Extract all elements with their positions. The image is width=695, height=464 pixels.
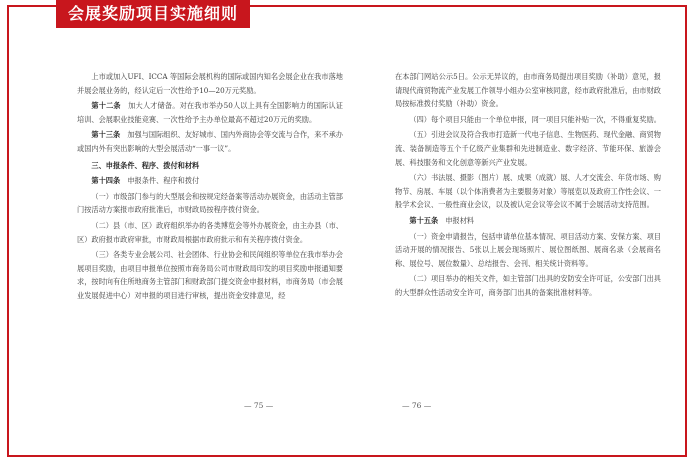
paragraph-text: 申报材料: [445, 215, 475, 225]
body-paragraph: [395, 128, 661, 169]
body-paragraph: [395, 113, 661, 127]
paragraph-text: （三）各类专业会展公司、社会团体、行业协会和民间组织等单位在我市举办会展项目奖励，由项目申报单位按照市商务局公司市财政局印发的项目奖励申报通知要求，按时向有住所地商务主管部门和财政部门提交资金申报材料，市商务局（市会展业发展促进中心）对申报的项目进行审核，提出资金安排意见，经: [77, 250, 343, 300]
body-paragraph: [395, 214, 661, 228]
paragraph-text: （一）资金申请报告，包括申请单位基本情况、项目活动方案、安保方案、项目活动开展的情况报告、5张以上展会现场照片、展位图纸图、展商名录（会展商名称、展位号、展位数量）、总结报告、会刊、相关统计资料等。: [395, 231, 661, 268]
paragraph-text: 加大人才储备。对在我市举办50人以上具有全国影响力的国际认证培训、会展职业技能竞赛、一次性给予主办单位最高不超过20万元的奖励。: [77, 101, 343, 124]
article-number: 第十二条: [91, 101, 121, 111]
article-number: 第十四条: [91, 176, 121, 186]
body-paragraph: [77, 70, 343, 97]
body-paragraph: [77, 248, 343, 302]
body-paragraph: [77, 99, 343, 126]
article-number: 第十五条: [409, 215, 439, 225]
body-paragraph: [395, 230, 661, 271]
body-paragraph: [77, 128, 343, 155]
body-paragraph: [395, 70, 661, 111]
section-heading: 三、申报条件、程序、拨付和材料: [91, 160, 200, 170]
banner-title: 会展奖励项目实施细则: [67, 4, 238, 23]
left-page-number: — 75 —: [244, 401, 274, 410]
paragraph-text: 加强与国际组织、友好城市、国内外商协会等交流与合作，来不承办或国内外有突出影响的大型会展活动“一事一议”。: [77, 130, 343, 153]
paragraph-text: 在本部门网站公示5日。公示无异议的，由市商务局提出项目奖励（补助）意见，报请现代商贸物流产业发展工作领导小组办公室审核同意，经市政府批准后，由市财政局按标准拨付奖励（补助）资金。: [395, 72, 661, 109]
body-paragraph: [77, 219, 343, 246]
paragraph-text: （二）县（市、区）政府组织举办的各类博览会等外办展资金，由主办县（市、区）政府报市政府审批，市财政局根据市政府批示和有关程序拨付资金。: [77, 220, 343, 244]
paragraph-text: 申报条件、程序和拨付: [127, 176, 200, 186]
body-paragraph: [395, 272, 661, 299]
body-paragraph: [395, 171, 661, 212]
paragraph-text: （四）每个项目只能由一个单位申报，同一项目只能补贴一次，不得重复奖励。: [409, 114, 661, 124]
paragraph-text: （五）引进会议及符合我市打造新一代电子信息、生物医药、现代金融、商贸物流、装备制造等五个千亿级产业集群和先进制造业、数字经济、节能环保、旅游会展、科技服务和文化创意等新兴产业发展。: [395, 130, 661, 167]
article-number: 第十三条: [91, 130, 121, 140]
right-page-number: — 76 —: [402, 401, 432, 410]
header-banner: [56, 0, 250, 28]
paragraph-text: （六）书法展、摄影（图片）展、成果（成就）展、人才交流会、年货市场、购物节、房展、车展（以个体消费者为主要服务对象）等展览以及政府工作性会议、一般学术会议、一般性商业会议，以及被认定会议等会议不属于会展活动支持范围。: [395, 173, 661, 210]
paragraph-text: （一）市级部门参与的大型展会和按规定经备案等活动办展资金，由活动主管部门按活动方案报市政府批准后，市财政局按程序拨付资金。: [77, 191, 343, 215]
right-page-body: [395, 70, 661, 302]
left-page-body: [77, 70, 343, 305]
body-paragraph: [77, 174, 343, 188]
paragraph-text: （二）项目举办的相关文件，如主管部门出具的安防安全许可证，公安部门出具的大型群众性活动安全许可，商务部门出具的备案批准材料等。: [395, 274, 661, 297]
paragraph-text: 上市或加入UFI、ICCA 等国际会展机构的国际或国内知名会展企业在我市落地并展会展业务的，经认定后一次性给予10—20万元奖励。: [77, 72, 343, 95]
body-paragraph: [77, 190, 343, 217]
